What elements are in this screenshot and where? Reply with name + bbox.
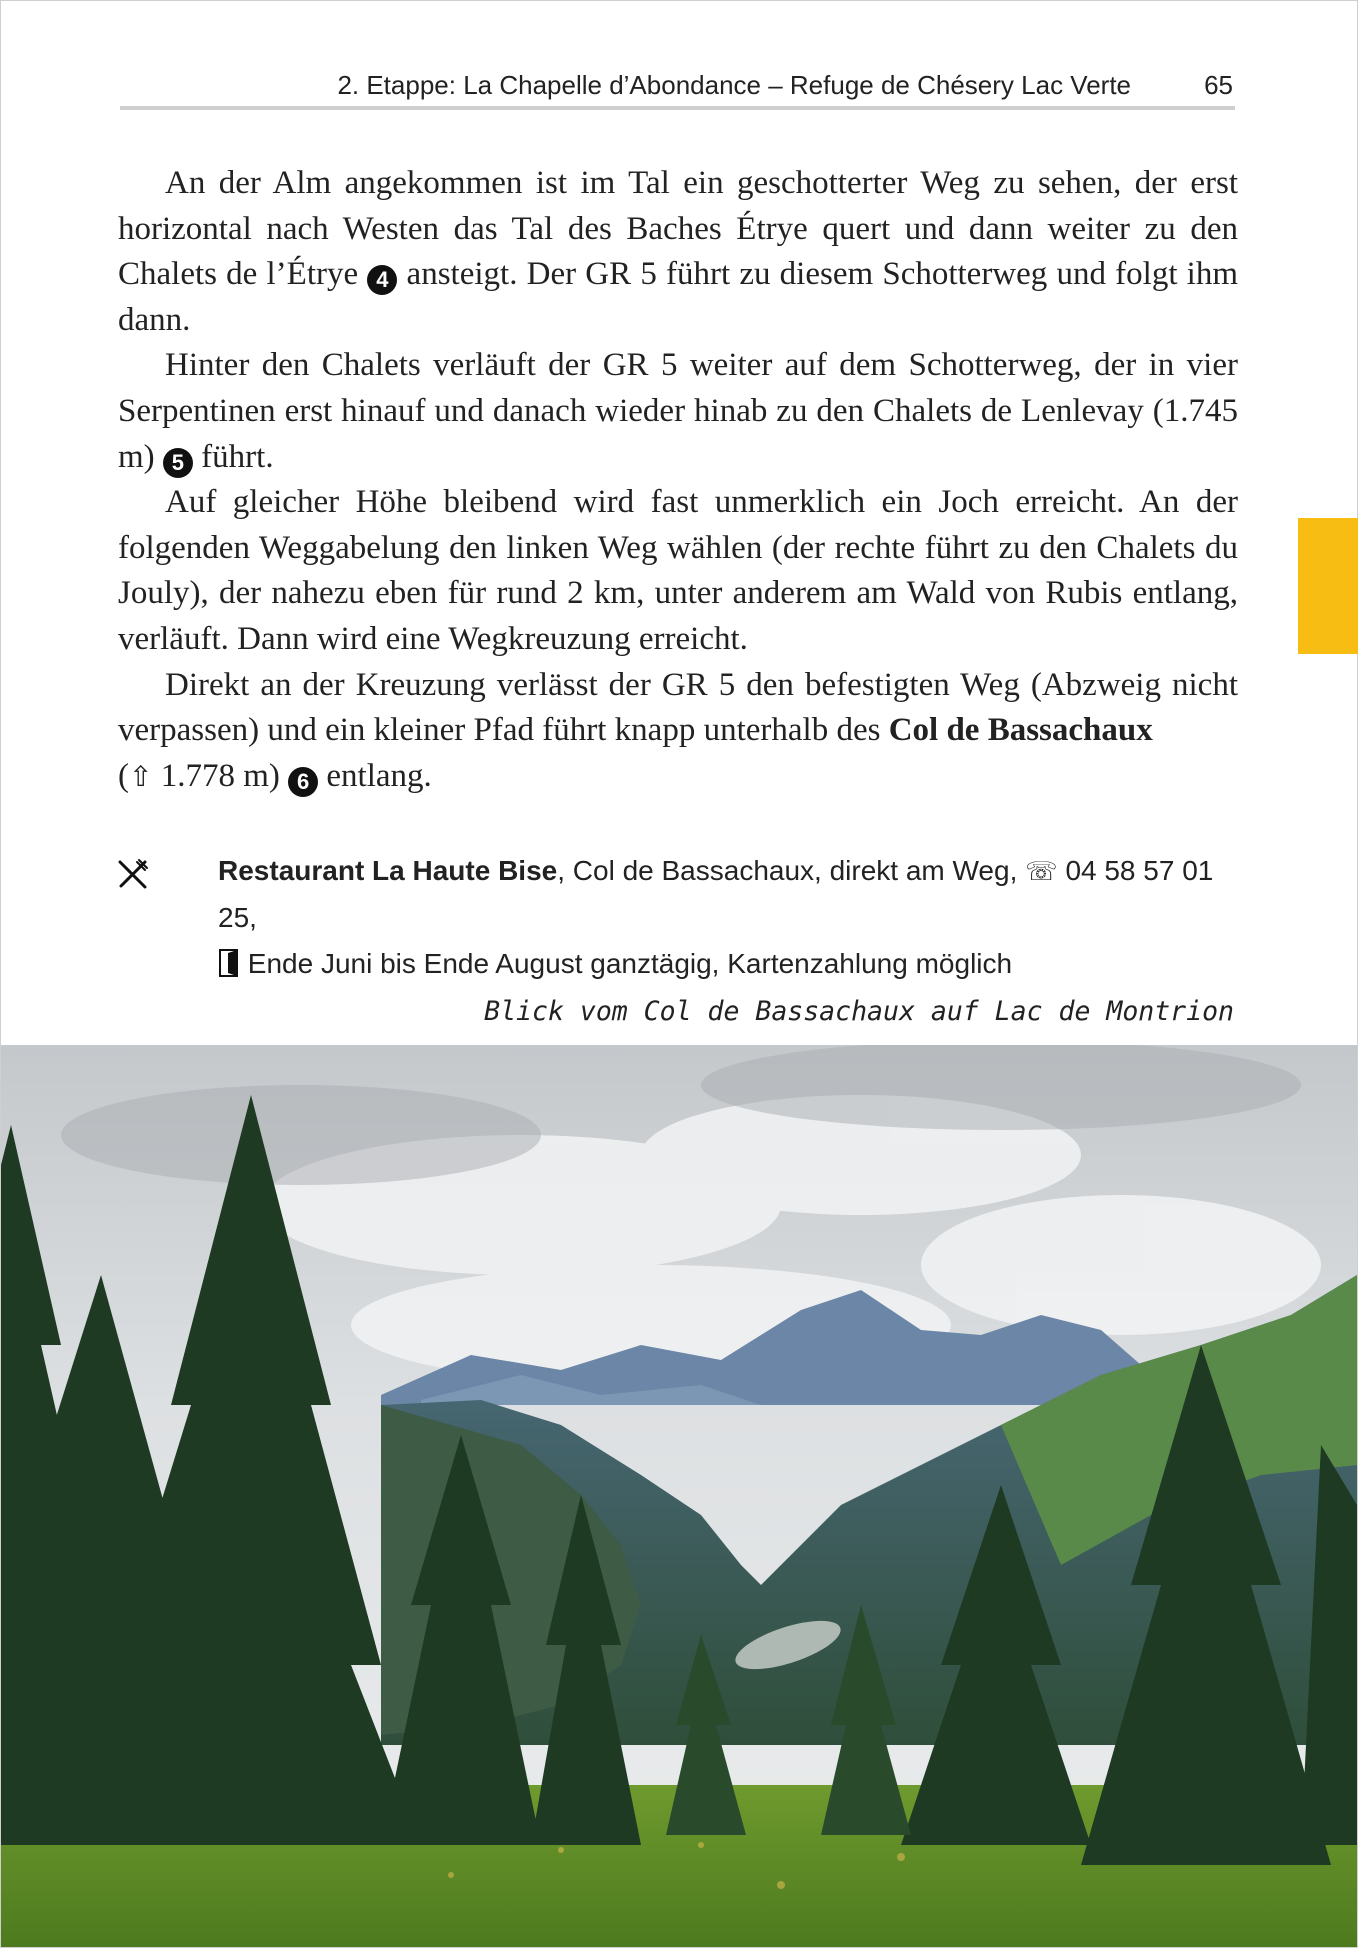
- restaurant-icon: [117, 858, 149, 890]
- paragraph-text: ansteigt. Der GR 5 führt zu diesem Schotterweg und folgt ihm dann.: [118, 256, 1239, 338]
- paragraph-4: [118, 663, 1238, 800]
- place-name-bold: Col de Bassachaux: [888, 712, 1153, 749]
- restaurant-location: , Col de Bassachaux, direkt am Weg,: [557, 855, 1018, 886]
- paragraph-text: entlang.: [326, 757, 432, 794]
- waypoint-marker-6: 6: [288, 767, 318, 797]
- running-header: [120, 66, 1235, 110]
- paragraph-text: (: [118, 757, 129, 794]
- paragraph-3: [118, 480, 1238, 662]
- waypoint-marker-4: 4: [367, 265, 397, 295]
- body-text: [118, 161, 1238, 799]
- phone-icon: ☏: [1025, 857, 1058, 887]
- chapter-tab-marker: [1298, 518, 1358, 654]
- paragraph-text: Auf gleicher Höhe bleibend wird fast unmerklich ein Joch erreicht. An der folgenden Weggabelung den linken Weg wählen (der rechte führt zu den Chalets du Jouly), der nahezu eben für rund 2 km, unter anderem am Wald von Rubis entlang, verläuft. Dann wird eine Wegkreuzung erreicht.: [118, 484, 1238, 657]
- open-door-icon: [218, 948, 240, 978]
- paragraph-text: An der Alm angekommen ist im Tal ein geschotterter Weg zu sehen, der erst horizontal nach Westen das Tal des Baches Étrye quert und dann weiter zu den Chalets de l’Étrye: [118, 165, 1238, 293]
- paragraph-text: Hinter den Chalets verläuft der GR 5 weiter auf dem Schotterweg, der in vier Serpentinen erst hinauf und danach wieder hinab zu den Chalets de Lenlevay (1.745 m): [118, 347, 1238, 475]
- paragraph-text: Direkt an der Kreuzung verlässt der GR 5 den befestigten Weg (Abzweig nicht verpassen) und ein kleiner Pfad führt knapp unterhalb des: [118, 666, 1238, 749]
- restaurant-info-text: [218, 848, 1258, 987]
- paragraph-2: [118, 343, 1238, 480]
- landscape-photo: [1, 1045, 1357, 1947]
- opening-hours: Ende Juni bis Ende August ganztägig, Kartenzahlung möglich: [247, 948, 1013, 979]
- pass-arrow-icon: ⇧: [129, 759, 153, 793]
- paragraph-1: [118, 161, 1238, 343]
- paragraph-text: 1.778 m): [160, 757, 280, 794]
- restaurant-name: Restaurant La Haute Bise: [218, 855, 558, 886]
- restaurant-phone: 04 58 57 01 25,: [218, 855, 1214, 933]
- waypoint-marker-5: 5: [163, 448, 193, 478]
- paragraph-text: führt.: [201, 438, 274, 475]
- photo-caption: Blick vom Col de Bassachaux auf Lac de Montrion: [484, 996, 1234, 1027]
- header-title: 2. Etappe: La Chapelle d’Abondance – Refuge de Chésery Lac Verte: [337, 70, 1131, 100]
- page-number: 65: [1204, 70, 1233, 100]
